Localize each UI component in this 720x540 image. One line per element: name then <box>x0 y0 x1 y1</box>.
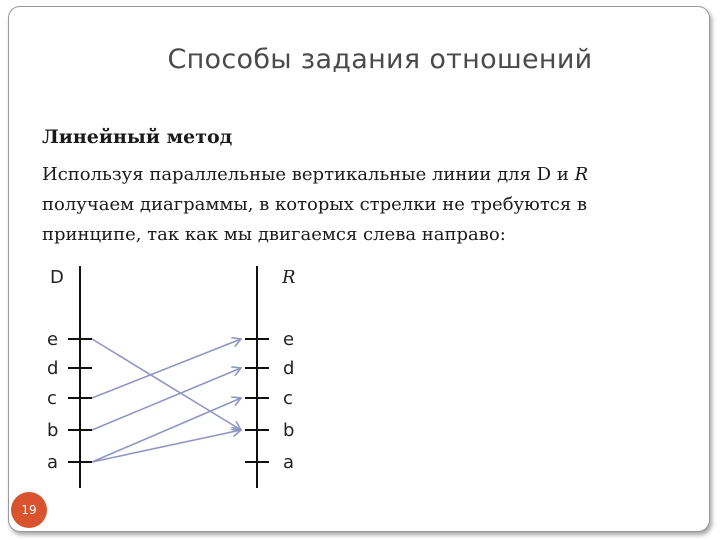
slide-title: Способы задания отношений <box>167 44 593 75</box>
arrow-b-to-d <box>92 368 241 430</box>
right-label-a: a <box>283 452 295 473</box>
right-axis-header: R <box>282 267 296 288</box>
left-label-a: a <box>47 452 59 473</box>
arrow-e-to-b <box>92 339 241 430</box>
arrow-a-to-b <box>92 430 241 462</box>
section-heading: Линейный метод <box>42 126 233 148</box>
left-label-d: d <box>47 358 59 379</box>
right-label-e: e <box>283 329 295 350</box>
relation-symbol: R <box>574 164 589 185</box>
body-text-part-2: получаем диаграммы, в которых стрелки не требуются в принципе, так как мы двигаемся слева направо: <box>42 194 588 245</box>
right-label-b: b <box>283 420 295 441</box>
right-label-c: c <box>283 388 293 409</box>
body-text-part-1: Используя параллельные вертикальные линии для D и <box>42 164 569 185</box>
left-label-e: e <box>47 329 59 350</box>
arrow-a-to-c <box>92 398 241 462</box>
arrow-c-to-e <box>92 339 241 398</box>
left-axis-header: D <box>50 267 64 288</box>
slide-number-badge: 19 <box>11 492 47 528</box>
right-label-d: d <box>283 358 295 379</box>
left-label-b: b <box>47 420 59 441</box>
left-label-c: c <box>47 388 57 409</box>
